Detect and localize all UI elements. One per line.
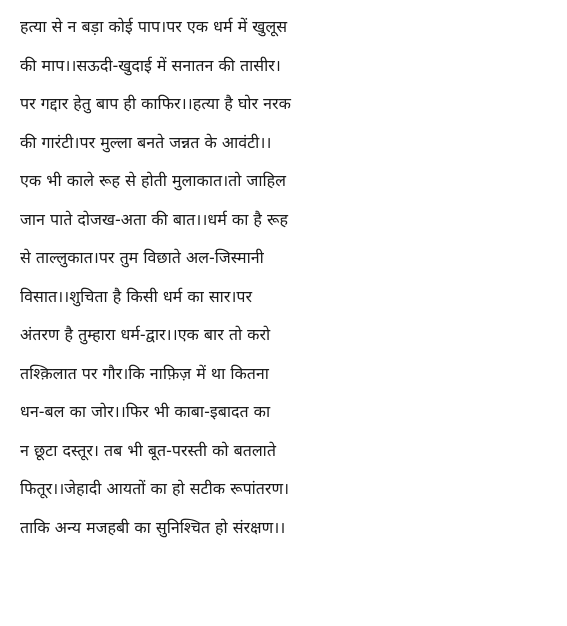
poem-line: अंतरण है तुम्हारा धर्म-द्वार।।एक बार तो करो — [20, 325, 271, 344]
poem-line: जान पाते दोजख-अता की बात।।धर्म का है रूह — [20, 209, 288, 229]
poem-line: न छूटा दस्तूर। तब भी बूत-परस्ती को बतलाते — [20, 440, 276, 460]
poem-text-block — [20, 8, 560, 547]
poem-line: पर गद्दार हेतु बाप ही काफिर।।हत्या है घोर नरक — [20, 94, 291, 113]
poem-line: की माप।।सऊदी-खुदाई में सनातन की तासीर। — [20, 55, 281, 75]
poem-line: फितूर।।जेहादी आयतों का हो सटीक रूपांतरण। — [20, 479, 290, 498]
poem-line: एक भी काले रूह से होती मुलाकात।तो जाहिल — [20, 171, 287, 190]
poem-line: धन-बल का जोर।।फिर भी काबा-इबादत का — [20, 402, 271, 421]
poem-line: विसात।।शुचिता है किसी धर्म का सार।पर — [20, 286, 253, 306]
poem-line: से ताल्लुकात।पर तुम विछाते अल-जिस्मानी — [20, 248, 264, 267]
poem-line: ताकि अन्य मजहबी का सुनिश्चित हो संरक्षण।। — [20, 517, 286, 537]
poem-line: की गारंटी।पर मुल्ला बनते जन्नत के आवंटी।। — [20, 132, 272, 152]
poem-line: हत्या से न बड़ा कोई पाप।पर एक धर्म में खुलूस — [20, 17, 288, 36]
poem-line: तश्क़िलात पर गौर।कि नाफ़िज़ में था कितना — [20, 363, 269, 383]
